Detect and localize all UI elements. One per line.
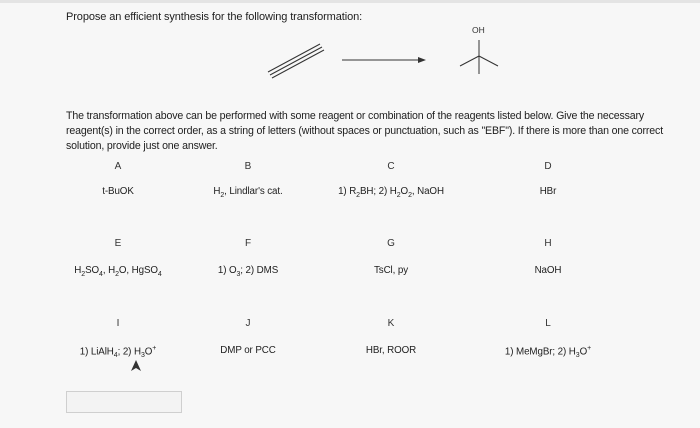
option-reagent-g: TsCl, py	[373, 265, 409, 276]
mouse-cursor-icon	[130, 360, 142, 374]
answer-input[interactable]	[66, 391, 182, 413]
option-letter-a: A	[114, 161, 122, 172]
option-letter-e: E	[114, 238, 122, 249]
option-reagent-c: 1) $R_2BH$; 2) $H_2O_2$, NaOH	[338, 186, 444, 199]
instructions-line-1: The transformation above can be performed with some reagent or combination of the reagents listed below. Give the necessary	[66, 110, 645, 122]
option-reagent-f: 1) $O_3$; 2) DMS	[217, 265, 279, 278]
starting-alkyne	[268, 44, 324, 78]
option-letter-l: L	[545, 318, 551, 329]
option-letter-j: J	[245, 318, 251, 329]
option-reagent-l: 1) MeMgBr; 2) $H_3O^+$	[504, 345, 592, 360]
option-letter-f: F	[244, 238, 252, 249]
reaction-arrow	[342, 57, 426, 63]
instructions-line-3: solution, provide just one answer.	[66, 140, 218, 152]
option-reagent-j: DMP or PCC	[220, 345, 276, 356]
option-reagent-k: HBr, ROOR	[365, 345, 417, 356]
option-letter-b: B	[244, 161, 252, 172]
instructions-line-2: reagent(s) in the correct order, as a string of letters (without spaces or punctuation, such as "EBF"). If there is more than one correct	[66, 125, 663, 137]
top-border	[0, 0, 700, 3]
option-reagent-h: NaOH	[534, 265, 562, 276]
option-reagent-b: $H_2$, Lindlar's cat.	[213, 186, 283, 199]
option-letter-h: H	[544, 238, 552, 249]
option-reagent-i: 1) LiAlH$_4$; 2) $H_3O^+$	[79, 345, 157, 360]
option-reagent-e: $H_2SO_4$, $H_2O$, HgSO$_4$	[74, 265, 162, 278]
option-letter-k: K	[387, 318, 395, 329]
option-reagent-d: HBr	[539, 186, 557, 197]
instructions	[66, 109, 700, 154]
question-prompt: Propose an efficient synthesis for the following transformation:	[66, 11, 363, 23]
product-tert-alcohol	[460, 40, 498, 74]
option-letter-d: D	[544, 161, 552, 172]
reaction-scheme	[250, 18, 510, 88]
option-reagent-a: t-BuOK	[102, 186, 134, 197]
option-letter-i: I	[116, 318, 120, 329]
option-letter-c: C	[387, 161, 395, 172]
option-letter-g: G	[387, 238, 395, 249]
hydroxyl-label: OH	[472, 25, 485, 35]
